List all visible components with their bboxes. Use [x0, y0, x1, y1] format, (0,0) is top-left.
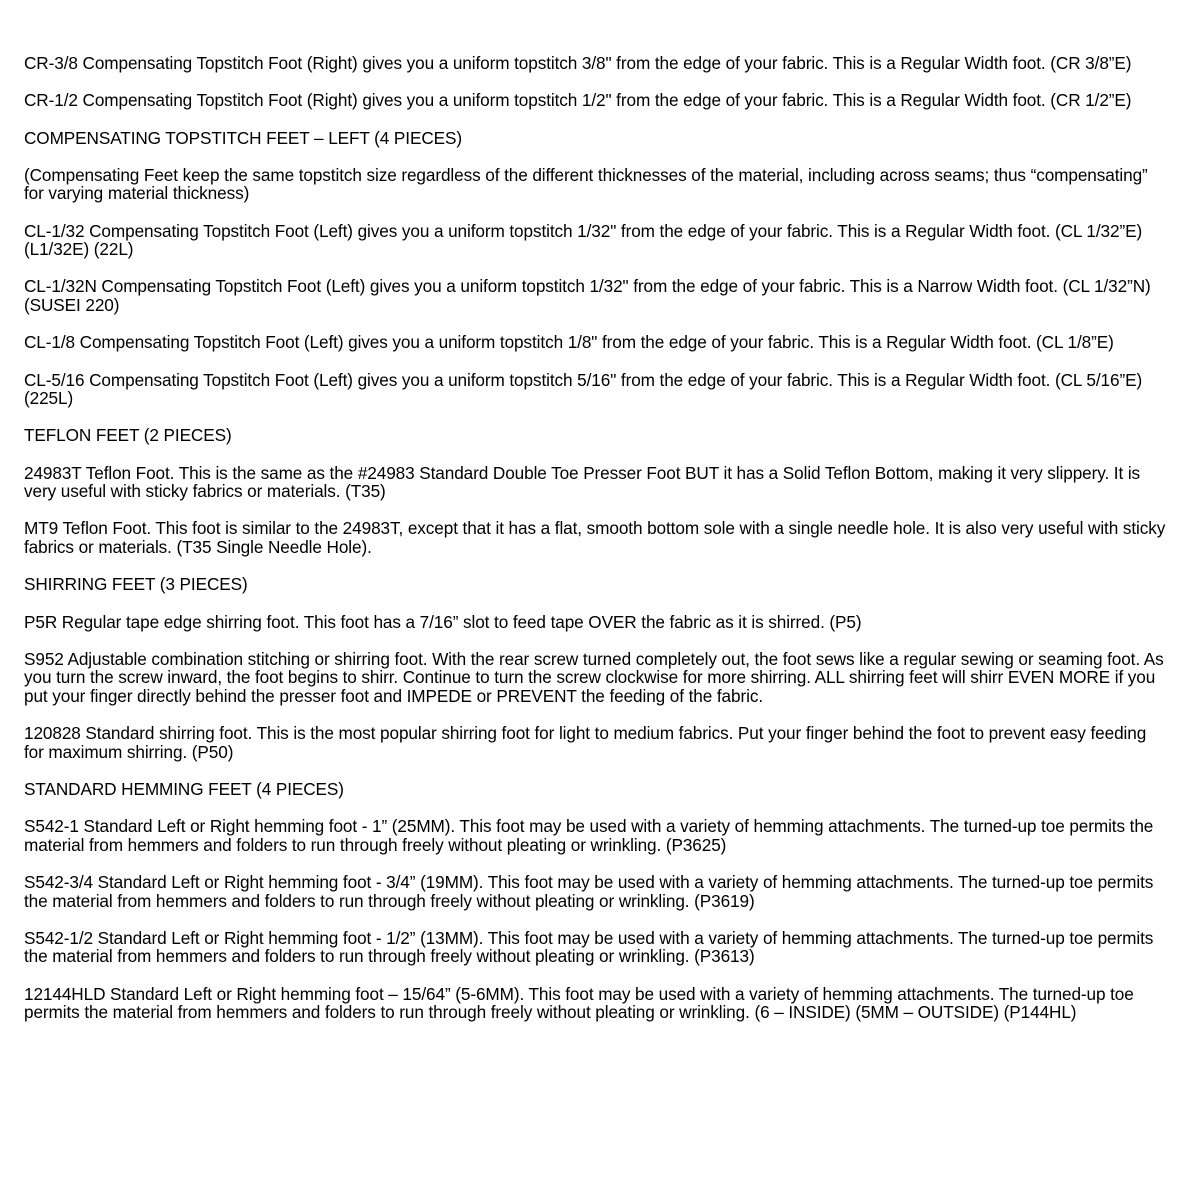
paragraph-s542-1-2: S542-1/2 Standard Left or Right hemming foot - 1/2” (13MM). This foot may be used with a variety of hemming attachments. The turned-up toe permits the material from hemmers and folders to run through freely without pleating or wrinkling. (P3613)	[24, 927, 1154, 967]
paragraph-12144hld: 12144HLD Standard Left or Right hemming foot – 15/64” (5-6MM). This foot may be used with a variety of hemming attachments. The turned-up toe permits the material from hemmers and folders to run through freely without pleating or wrinkling. (6 – INSIDE) (5MM – OUTSIDE) (P144HL)	[24, 983, 1134, 1023]
section-heading-hemming: STANDARD HEMMING FEET (4 PIECES)	[24, 778, 344, 799]
paragraph-mt9: MT9 Teflon Foot. This foot is similar to the 24983T, except that it has a flat, smooth bottom sole with a single needle hole. It is also very useful with sticky fabrics or materials. (T35 Single Needle Hole).	[24, 518, 1166, 557]
section-heading-shirring: SHIRRING FEET (3 PIECES)	[24, 574, 248, 595]
paragraph-s542-3-4: S542-3/4 Standard Left or Right hemming foot - 3/4” (19MM). This foot may be used with a variety of hemming attachments. The turned-up toe permits the material from hemmers and folders to run through freely without pleating or wrinkling. (P3619)	[24, 872, 1154, 911]
paragraph-p5r: P5R Regular tape edge shirring foot. This foot has a 7/16” slot to feed tape OVER the fabric as it is shirred. (P5)	[24, 611, 862, 632]
paragraph-s952: S952 Adjustable combination stitching or shirring foot. With the rear screw turned completely out, the foot sews like a regular sewing or seaming foot. As you turn the screw inward, the foot begins to shirr. Continue to turn the screw clockwise for more shirring. ALL shirring feet will shirr EVEN MORE if you put your finger directly behind the presser foot and IMPEDE or PREVENT the feeding of the fabric.	[24, 648, 1164, 706]
paragraph-compensating-note: (Compensating Feet keep the same topstitch size regardless of the different thicknesses of the material, including across seams; thus “compensating” for varying material thickness)	[24, 164, 1148, 204]
paragraph-120828: 120828 Standard shirring foot. This is the most popular shirring foot for light to medium fabrics. Put your finger behind the foot to prevent easy feeding for maximum shirring. (P50)	[24, 723, 1147, 762]
paragraph-s542-1: S542-1 Standard Left or Right hemming foot - 1” (25MM). This foot may be used with a variety of hemming attachments. The turned-up toe permits the material from hemmers and folders to run through freely without pleating or wrinkling. (P3625)	[24, 816, 1154, 855]
paragraph-cl-1-32: CL-1/32 Compensating Topstitch Foot (Left) gives you a uniform topstitch 1/32" from the edge of your fabric. This is a Regular Width foot. (CL 1/32”E) (L1/32E) (22L)	[24, 220, 1143, 260]
paragraph-24983t: 24983T Teflon Foot. This is the same as the #24983 Standard Double Toe Presser Foot BUT it has a Solid Teflon Bottom, making it very slippery. It is very useful with sticky fabrics or materials. (T35)	[24, 462, 1141, 502]
paragraph-cr-1-2: CR-1/2 Compensating Topstitch Foot (Right) gives you a uniform topstitch 1/2" from the edge of your fabric. This is a Regular Width foot. (CR 1/2”E)	[24, 90, 1132, 111]
paragraph-cl-1-8: CL-1/8 Compensating Topstitch Foot (Left) gives you a uniform topstitch 1/8" from the edge of your fabric. This is a Regular Width foot. (CL 1/8”E)	[24, 332, 1114, 353]
paragraph-cl-5-16: CL-5/16 Compensating Topstitch Foot (Left) gives you a uniform topstitch 5/16" from the edge of your fabric. This is a Regular Width foot. (CL 5/16”E)(225L)	[24, 369, 1143, 409]
section-heading-compensating-left: COMPENSATING TOPSTITCH FEET – LEFT (4 PIECES)	[24, 127, 463, 148]
document-body	[24, 54, 1168, 1040]
section-heading-teflon: TEFLON FEET (2 PIECES)	[24, 425, 232, 446]
paragraph-cr-3-8: CR-3/8 Compensating Topstitch Foot (Right) gives you a uniform topstitch 3/8" from the edge of your fabric. This is a Regular Width foot. (CR 3/8”E)	[24, 53, 1132, 73]
paragraph-cl-1-32n: CL-1/32N Compensating Topstitch Foot (Left) gives you a uniform topstitch 1/32" from the edge of your fabric. This is a Narrow Width foot. (CL 1/32”N) (SUSEI 220)	[24, 276, 1151, 315]
